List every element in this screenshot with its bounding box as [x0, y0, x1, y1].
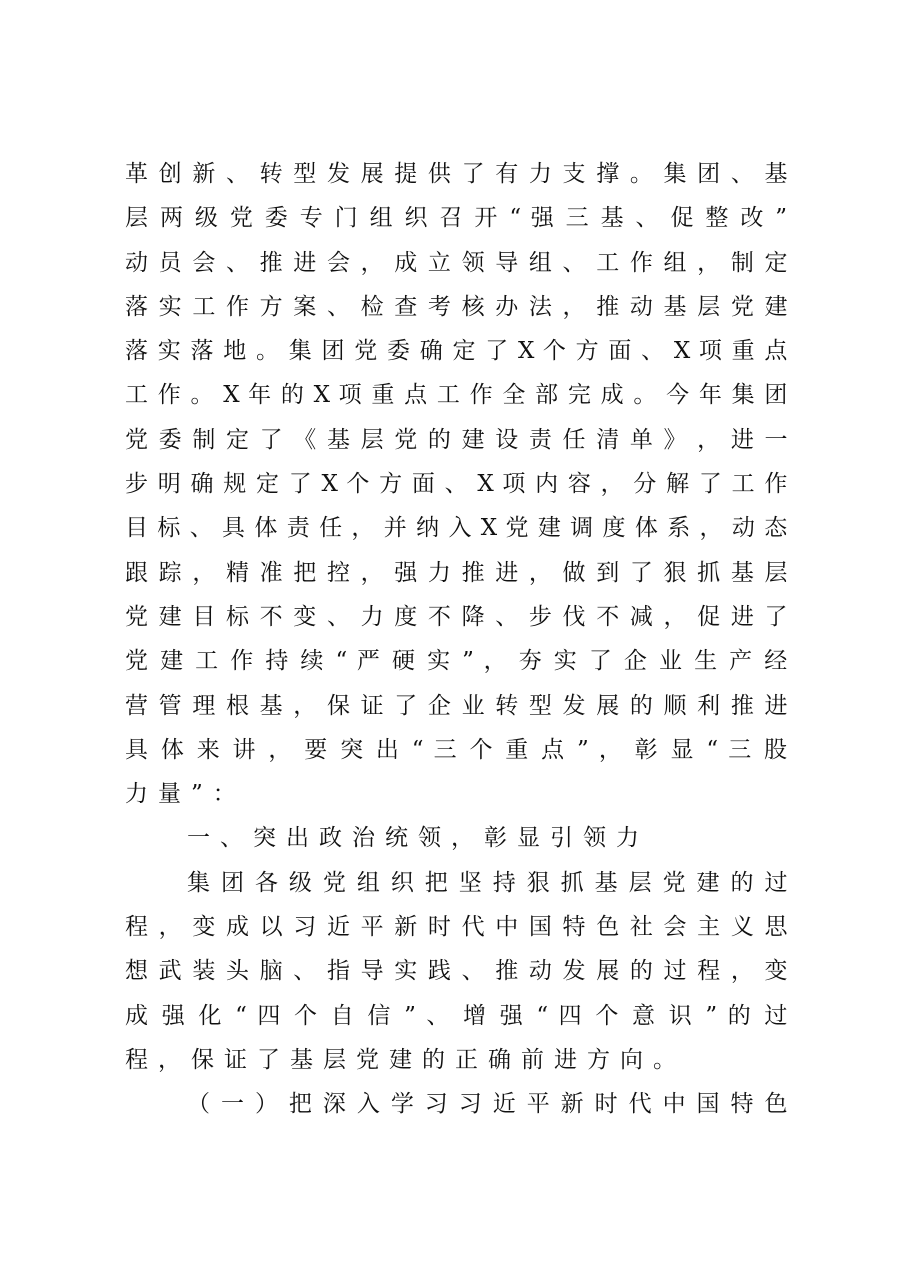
text-line: 步 明 确 规 定 了 X 个 方 面 、 X 项 内 容 ， 分 解 了 工 作 — [125, 471, 787, 498]
text-line: 革 创 新 、 转 型 发 展 提 供 了 有 力 支 撑 。 集 团 、 基 — [125, 161, 787, 187]
text-line: 党 建 工 作 持 续 “ 严 硬 实 ” ， 夯 实 了 企 业 生 产 经 — [125, 648, 787, 675]
text-line: 具 体 来 讲 ， 要 突 出 “ 三 个 重 点 ” ， 彰 显 “ 三 股 — [125, 736, 787, 763]
text-line: 成 强 化 “ 四 个 自 信 ” 、 增 强 “ 四 个 意 识 ” 的 过 — [125, 1002, 787, 1029]
text-line: 党 建 目 标 不 变 、 力 度 不 降 、 步 伐 不 减 ， 促 进 了 — [125, 603, 787, 630]
text-line: 党 委 制 定 了 《 基 层 党 的 建 设 责 任 清 单 》 ， 进 一 — [125, 426, 787, 453]
text-line: 程 ， 变 成 以 习 近 平 新 时 代 中 国 特 色 社 会 主 义 思 — [125, 914, 787, 941]
section-heading: 一、突出政治统领，彰显引领力 — [187, 825, 649, 852]
text-line: 程，保证了基层党建的正确前进方向。 — [125, 1046, 686, 1073]
text-line: 想 武 装 头 脑 、 指 导 实 践 、 推 动 发 展 的 过 程 ， 变 — [125, 958, 787, 985]
subsection-heading: （ 一 ） 把 深 入 学 习 习 近 平 新 时 代 中 国 特 色 — [187, 1091, 787, 1118]
text-line: 动 员 会 、 推 进 会 ， 成 立 领 导 组 、 工 作 组 ， 制 定 — [125, 249, 787, 276]
text-line: 落 实 工 作 方 案 、 检 查 考 核 办 法 ， 推 动 基 层 党 建 — [125, 293, 787, 320]
text-line: 目 标 、 具 体 责 任 ， 并 纳 入 X 党 建 调 度 体 系 ， 动 态 — [125, 515, 787, 542]
text-line: 层 两 级 党 委 专 门 组 织 召 开 “ 强 三 基 、 促 整 改 ” — [125, 205, 787, 232]
text-line: 力量”： — [125, 781, 246, 808]
document-body — [125, 152, 787, 1127]
text-line: 集 团 各 级 党 组 织 把 坚 持 狠 抓 基 层 党 建 的 过 — [187, 869, 787, 896]
text-line: 营 管 理 根 基 ， 保 证 了 企 业 转 型 发 展 的 顺 利 推 进 — [125, 692, 787, 719]
text-line: 落 实 落 地 。 集 团 党 委 确 定 了 X 个 方 面 、 X 项 重 点 — [125, 338, 787, 365]
text-line: 跟 踪 ， 精 准 把 控 ， 强 力 推 进 ， 做 到 了 狠 抓 基 层 — [125, 559, 787, 586]
text-line: 工 作 。 X 年 的 X 项 重 点 工 作 全 部 完 成 。 今 年 集 团 — [125, 382, 787, 409]
